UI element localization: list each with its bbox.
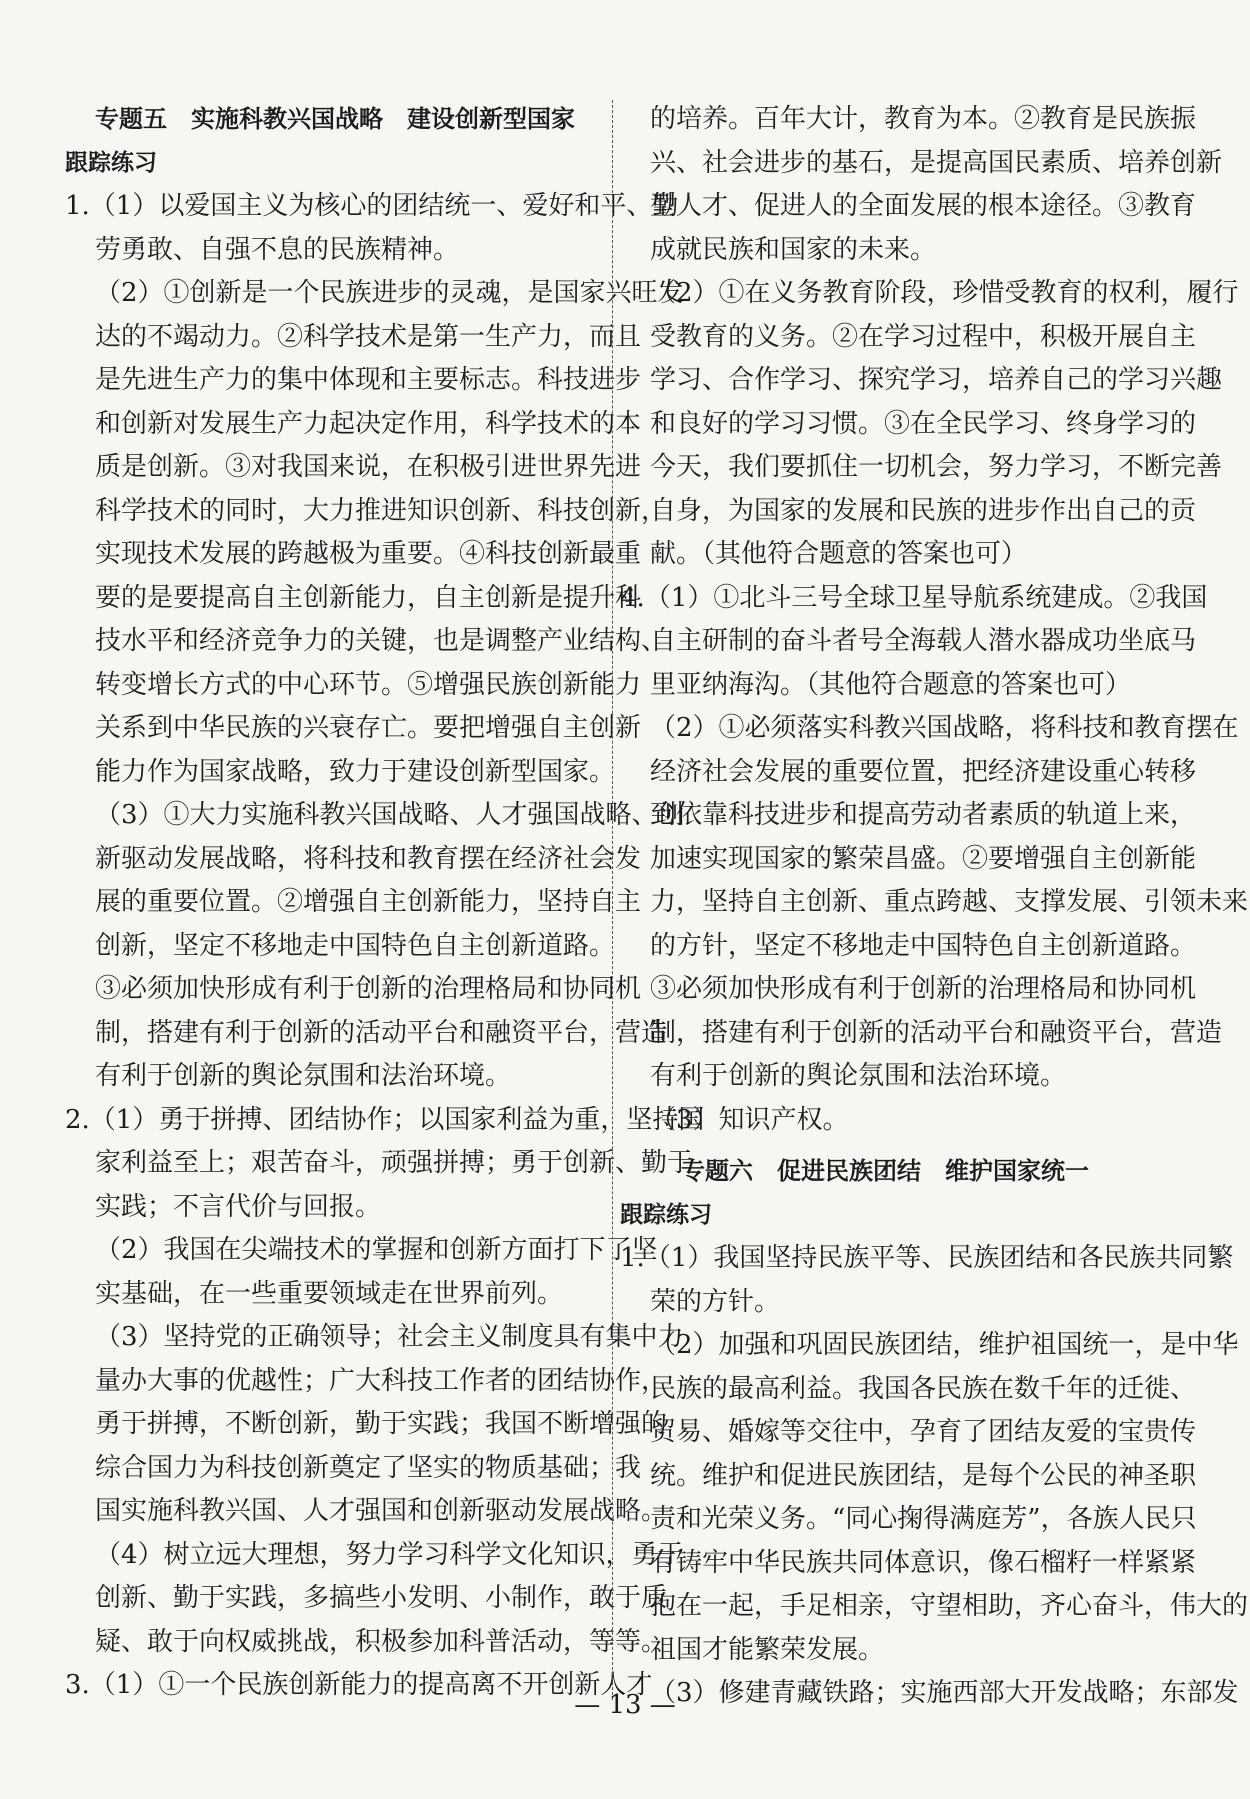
text-line: 展的重要位置。②增强自主创新能力，坚持自主 xyxy=(95,887,642,917)
text-line: 4.（1）①北斗三号全球卫星导航系统建成。②我国 xyxy=(620,582,1208,613)
text-line: 实现技术发展的跨越极为重要。④科技创新最重 xyxy=(95,539,642,569)
right-column xyxy=(620,98,1249,1716)
text-line: （4）树立远大理想，努力学习科学文化知识，勇于 xyxy=(95,1539,684,1570)
text-line: 质是创新。③对我国来说，在积极引进世界先进 xyxy=(95,452,642,482)
text-line: （2）①在义务教育阶段，珍惜受教育的权利，履行 xyxy=(650,278,1239,308)
text-line: 达的不竭动力。②科学技术是第一生产力，而且 xyxy=(95,321,642,352)
text-line: 和创新对发展生产力起决定作用，科学技术的本 xyxy=(95,408,642,439)
text-line: （2）我国在尖端技术的掌握和创新方面打下了坚 xyxy=(95,1235,658,1265)
text-line: 献。（其他符合题意的答案也可） xyxy=(650,539,1028,569)
text-line: 里亚纳海沟。（其他符合题意的答案也可） xyxy=(650,669,1132,700)
text-line: 自主研制的奋斗者号全海载人潜水器成功坐底马 xyxy=(650,626,1197,656)
text-line: 抱在一起，手足相亲，守望相助，齐心奋斗，伟大的 xyxy=(650,1591,1249,1621)
section-title: 专题六 促进民族团结 维护国家统一 xyxy=(681,1157,1089,1185)
text-line: 兴、社会进步的基石，是提高国民素质、培养创新 xyxy=(650,147,1223,178)
text-line: （2）①创新是一个民族进步的灵魂，是国家兴旺发 xyxy=(95,278,684,308)
text-line: 自身，为国家的发展和民族的进步作出自己的贡 xyxy=(650,495,1197,526)
text-line: 疑、敢于向权威挑战，积极参加科普活动，等等。 xyxy=(95,1626,668,1657)
text-line: 到依靠科技进步和提高劳动者素质的轨道上来， xyxy=(650,800,1197,830)
text-line: 力，坚持自主创新、重点跨越、支撑发展、引领未来 xyxy=(650,887,1249,917)
text-line: 科学技术的同时，大力推进知识创新、科技创新， xyxy=(95,495,668,526)
text-line: （3）①大力实施科教兴国战略、人才强国战略、创 xyxy=(95,800,684,830)
text-line: 综合国力为科技创新奠定了坚实的物质基础；我 xyxy=(95,1452,642,1483)
text-line: 有利于创新的舆论氛围和法治环境。 xyxy=(95,1061,512,1091)
text-line: （2）①必须落实科教兴国战略，将科技和教育摆在 xyxy=(650,713,1239,743)
text-line: 家利益至上；艰苦奋斗，顽强拼搏；勇于创新、勤于 xyxy=(95,1148,694,1178)
text-line: 成就民族和国家的未来。 xyxy=(650,234,937,265)
text-line: 新驱动发展战略，将科技和教育摆在经济社会发 xyxy=(95,843,642,874)
text-line: （3）知识产权。 xyxy=(650,1104,849,1135)
text-line: 祖国才能繁荣发展。 xyxy=(650,1634,885,1665)
text-line: 荣的方针。 xyxy=(650,1286,781,1317)
text-line: 实基础，在一些重要领域走在世界前列。 xyxy=(95,1278,564,1309)
text-line: 学习、合作学习、探究学习，培养自己的学习兴趣 xyxy=(650,365,1223,395)
text-line: 贸易、婚嫁等交往中，孕育了团结友爱的宝贵传 xyxy=(650,1417,1197,1447)
text-line: 技水平和经济竞争力的关键，也是调整产业结构、 xyxy=(95,626,668,656)
text-line: 的方针，坚定不移地走中国特色自主创新道路。 xyxy=(650,930,1197,961)
text-line: 创新，坚定不移地走中国特色自主创新道路。 xyxy=(95,930,616,961)
column-divider xyxy=(612,100,613,1700)
text-line: 是先进生产力的集中体现和主要标志。科技进步 xyxy=(95,365,642,395)
text-line: 的培养。百年大计，教育为本。②教育是民族振 xyxy=(650,104,1197,134)
text-line: ③必须加快形成有利于创新的治理格局和协同机 xyxy=(95,974,642,1004)
text-line: 关系到中华民族的兴衰存亡。要把增强自主创新 xyxy=(95,713,642,743)
text-line: 民族的最高利益。我国各民族在数千年的迁徙、 xyxy=(650,1373,1197,1404)
text-line: 加速实现国家的繁荣昌盛。②要增强自主创新能 xyxy=(650,843,1197,874)
text-line: 今天，我们要抓住一切机会，努力学习，不断完善 xyxy=(650,452,1223,482)
text-line: 统。维护和促进民族团结，是每个公民的神圣职 xyxy=(650,1460,1197,1491)
text-line: 国实施科教兴国、人才强国和创新驱动发展战略。 xyxy=(95,1496,668,1526)
text-line: 量办大事的优越性；广大科技工作者的团结协作， xyxy=(95,1365,668,1396)
text-line: （2）加强和巩固民族团结，维护祖国统一，是中华 xyxy=(650,1330,1239,1360)
text-line: 责和光荣义务。“同心掬得满庭芳”，各族人民只 xyxy=(650,1504,1197,1534)
text-line: 转变增长方式的中心环节。⑤增强民族创新能力 xyxy=(95,669,642,700)
text-line: 受教育的义务。②在学习过程中，积极开展自主 xyxy=(650,321,1197,352)
text-line: 2.（1）勇于拼搏、团结协作；以国家利益为重，坚持国 xyxy=(65,1104,705,1135)
text-line: 1.（1）以爱国主义为核心的团结统一、爱好和平、勤 xyxy=(65,191,679,221)
text-line: 制，搭建有利于创新的活动平台和融资平台，营造 xyxy=(95,1017,668,1048)
text-line: ③必须加快形成有利于创新的治理格局和协同机 xyxy=(650,974,1197,1004)
text-line: 和良好的学习习惯。③在全民学习、终身学习的 xyxy=(650,408,1197,439)
text-line: 劳勇敢、自强不息的民族精神。 xyxy=(95,234,460,265)
text-line: 有利于创新的舆论氛围和法治环境。 xyxy=(650,1061,1067,1091)
text-line: 1.（1）我国坚持民族平等、民族团结和各民族共同繁 xyxy=(620,1243,1234,1273)
page-number: — 13 — xyxy=(574,1690,676,1720)
text-line: （3）修建青藏铁路；实施西部大开发战略；东部发 xyxy=(650,1678,1239,1708)
text-line: （3）坚持党的正确领导；社会主义制度具有集中力 xyxy=(95,1322,684,1352)
text-line: 能力作为国家战略，致力于建设创新型国家。 xyxy=(95,756,616,787)
text-line: 要的是要提高自主创新能力，自主创新是提升科 xyxy=(95,582,642,613)
text-line: 创新、勤于实践，多搞些小发明、小制作，敢于质 xyxy=(95,1583,668,1613)
text-line: 勇于拼搏，不断创新，勤于实践；我国不断增强的 xyxy=(95,1409,668,1439)
text-line: 经济社会发展的重要位置，把经济建设重心转移 xyxy=(650,756,1197,787)
text-line: 型人才、促进人的全面发展的根本途径。③教育 xyxy=(650,191,1197,221)
section-title: 专题五 实施科教兴国战略 建设创新型国家 xyxy=(95,105,575,133)
section-subtitle: 跟踪练习 xyxy=(620,1201,712,1228)
text-line: 有铸牢中华民族共同体意识，像石榴籽一样紧紧 xyxy=(650,1547,1197,1578)
text-line: 实践；不言代价与回报。 xyxy=(95,1191,382,1222)
text-line: 3.（1）①一个民族创新能力的提高离不开创新人才 xyxy=(65,1670,653,1700)
section-subtitle: 跟踪练习 xyxy=(65,149,157,176)
text-line: 制，搭建有利于创新的活动平台和融资平台，营造 xyxy=(650,1017,1223,1048)
